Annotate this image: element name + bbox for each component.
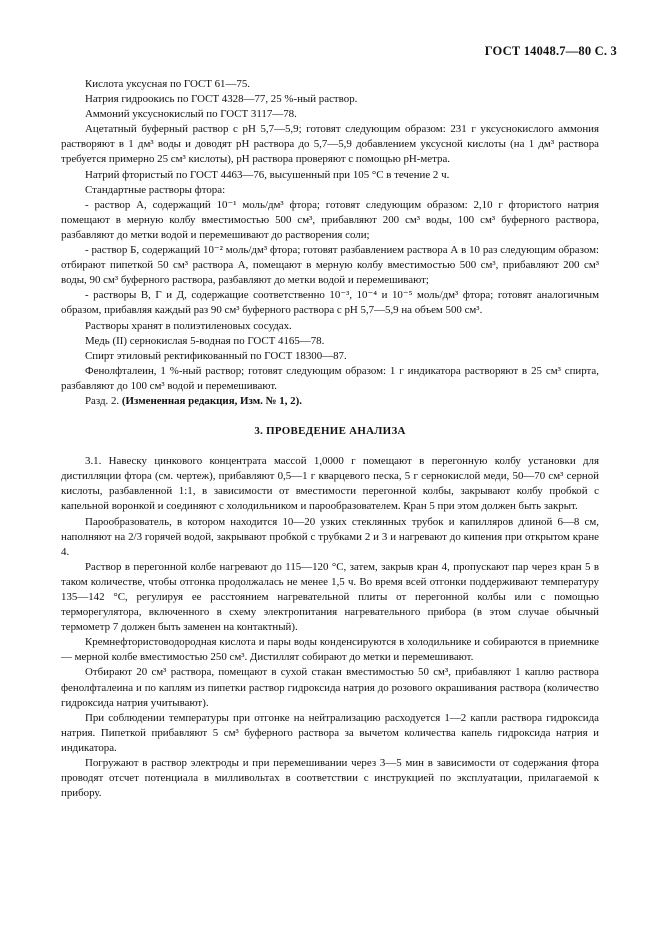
paragraph: Аммоний уксуснокислый по ГОСТ 3117—78.: [85, 108, 297, 121]
page-header: ГОСТ 14048.7—80 С. 3: [484, 44, 617, 58]
paragraph: Растворы хранят в полиэтиленовых сосудах.: [85, 319, 292, 332]
paragraph: Отбирают 20 см³ раствора, помещают в сухой стакан вместимостью 50 см³, прибавляют 1 каплю раствора фенолфталеина и по каплям из пипетки раствор гидроксида натрия до розового окрашивания раствора (количество гидроксида натрия учитывают).: [61, 666, 599, 709]
paragraph: Спирт этиловый ректификованный по ГОСТ 18300—87.: [85, 349, 347, 362]
paragraph: 3.1. Навеску цинкового концентрата массой 1,0000 г помещают в перегонную колбу установки для дистилляции фтора (см. чертеж), прибавляют 0,5—1 г кварцевого песка, 5 г сернокислой меди, 50—70 см³ серной кислоты, разбавленной 1:1, в зависимости от вместимости перегонной колбы, закрывают колбу пробкой с капельной воронкой и соединяют с холодильником и парообразователем. Кран 5 при этом должен быть закрыт.: [61, 455, 599, 513]
paragraph: Стандартные растворы фтора:: [85, 183, 226, 196]
paragraph: - раствор А, содержащий 10⁻¹ моль/дм³ фтора; готовят следующим образом: 2,10 г фтористого натрия помещают в мерную колбу вместимостью 500 см³, прибавляют 200 см³ воды, 100 см³ буферного раствора, разбавляют до метки водой и перемешивают до растворения соли;: [61, 198, 599, 241]
revision-note-lead: Разд. 2.: [85, 394, 122, 407]
paragraph: Парообразователь, в котором находится 10—20 узких стеклянных трубок и капилляров длиной 6—8 см, наполняют на 2/3 горячей водой, закрывают пробкой с трубками 2 и 3 и нагревают до кипения при открытом кране 4.: [61, 515, 599, 558]
paragraph: Кислота уксусная по ГОСТ 61—75.: [85, 78, 250, 90]
paragraph: Медь (II) сернокислая 5-водная по ГОСТ 4165—78.: [85, 334, 325, 347]
paragraph: Погружают в раствор электроды и при перемешивании через 3—5 мин в зависимости от содержания фтора проводят отсчет потенциала в милливольтах в соответствии с инструкцией по эксплуатации, прилагаемой к прибору.: [61, 757, 599, 800]
document-body: [61, 77, 599, 801]
paragraph: При соблюдении температуры при отгонке на нейтрализацию расходуется 1—2 капли раствора гидроксида натрия. Пипеткой прибавляют 5 см³ буферного раствора за вычетом количества капель гидроксида натрия и индикатора.: [61, 711, 599, 754]
paragraph: - раствор Б, содержащий 10⁻² моль/дм³ фтора; готовят разбавлением раствора А в 10 раз следующим образом: отбирают пипеткой 50 см³ раствора А, помещают в мерную колбу вместимостью 500 см³, прибавляют 200 см³ воды, 90 см³ буферного раствора, разбавляют до метки водой и перемешивают;: [61, 244, 599, 287]
section-title: 3. ПРОВЕДЕНИЕ АНАЛИЗА: [254, 425, 406, 438]
paragraph: - растворы В, Г и Д, содержащие соответственно 10⁻³, 10⁻⁴ и 10⁻⁵ моль/дм³ фтора; готовят аналогичным образом, прибавляя каждый раз 90 см³ буферного раствора с pH 5,7—5,9 на объем 500 см³.: [61, 289, 599, 317]
paragraph: Раствор в перегонной колбе нагревают до 115—120 °C, затем, закрыв кран 4, пропускают пар через кран 5 в таком количестве, чтобы отгонка продолжалась не менее 1,5 ч. Во время всей отгонки поддерживают температуру 135—142 °C, регулируя ее расстоянием нагревательной плиты от перегонной колбы или с помощью терморегулятора, включенного в схему электропитания нагревательного прибора (в этом случае обычный термометр 7 должен быть заменен на контактный).: [61, 560, 599, 634]
paragraph: Ацетатный буферный раствор с pH 5,7—5,9; готовят следующим образом: 231 г уксуснокислого аммония растворяют в 1 дм³ воды и доводят pH раствора до 5,7—5,9 добавлением уксусной кислоты (на 1 дм³ раствора требуется примерно 25 см³ кислоты), pH раствора проверяют с помощью pH-метра.: [61, 123, 599, 166]
paragraph: Фенолфталеин, 1 %-ный раствор; готовят следующим образом: 1 г индикатора растворяют в 25 см³ спирта, разбавляют до 100 см³ водой и перемешивают.: [61, 364, 599, 392]
paragraph: Натрий фтористый по ГОСТ 4463—76, высушенный при 105 °C в течение 2 ч.: [85, 168, 450, 181]
revision-note: [61, 394, 599, 409]
revision-note-bold: (Измененная редакция, Изм. № 1, 2).: [121, 394, 302, 407]
paragraph: Кремнефтористоводородная кислота и пары воды конденсируются в холодильнике и собираются в приемнике — мерной колбе вместимостью 250 см³. Дистиллят собирают до метки и перемешивают.: [61, 636, 599, 664]
paragraph: Натрия гидроокись по ГОСТ 4328—77, 25 %-ный раствор.: [85, 93, 358, 106]
